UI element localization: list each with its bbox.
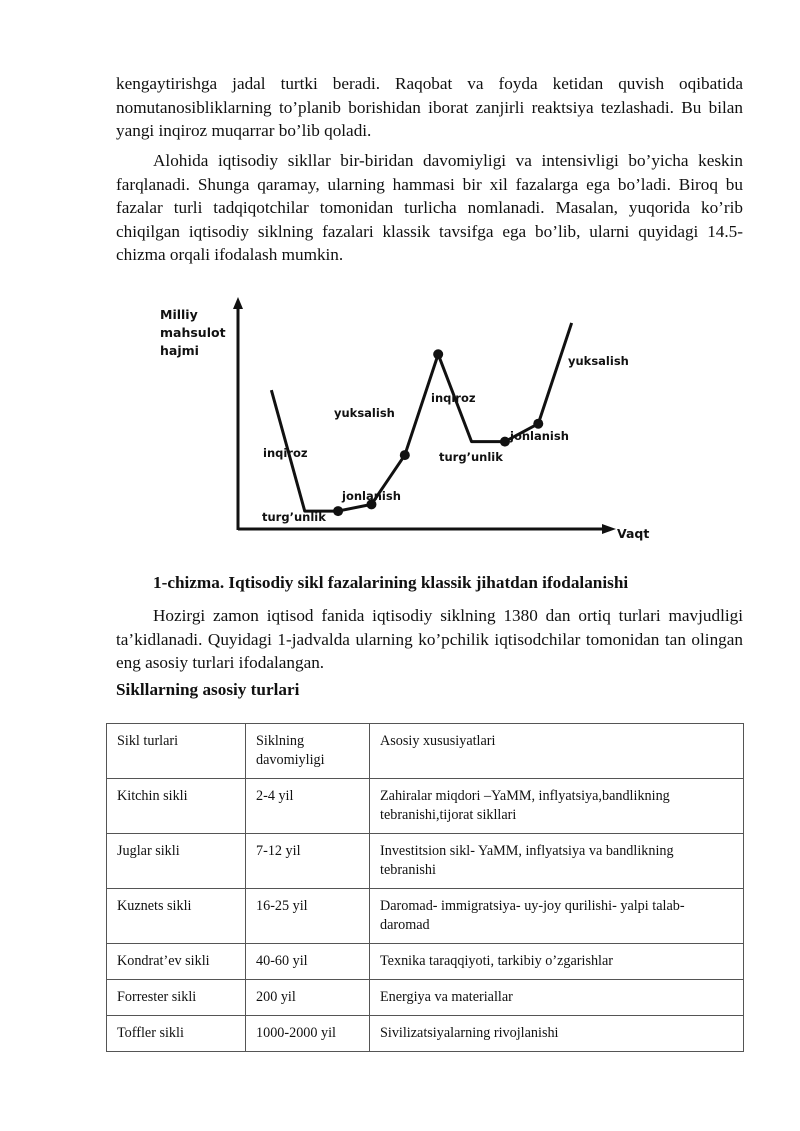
table-header-cell: Asosiy xususiyatlari — [370, 724, 744, 779]
table-cell: Zahiralar miqdori –YaMM, inflyatsiya,bandlikning tebranishi,tijorat sikllari — [370, 779, 744, 834]
figure-caption: 1-chizma. Iqtisodiy sikl fazalarining klassik jihatdan ifodalanishi — [153, 573, 629, 592]
phase-point — [533, 419, 543, 429]
business-cycle-figure — [150, 295, 670, 555]
series-layer — [271, 323, 571, 511]
table-cell: Energiya va materiallar — [370, 980, 744, 1016]
table-row — [107, 1016, 744, 1052]
paragraph-1: kengaytirishga jadal turtki beradi. Raqobat va foyda ketidan quvish oqibatida nomutanosibliklarning to’planib borishidan iborat zanjirli reaktsiya tezlashadi. Bu bilan yangi inqiroz muqarrar bo’lib qoladi. — [116, 74, 743, 140]
table-header-cell: Siklning davomiyligi — [246, 724, 370, 779]
y-axis-label-line-3: hajmi — [160, 343, 199, 358]
table-cell: Texnika taraqqiyoti, tarkibiy o’zgarishlar — [370, 944, 744, 980]
table-cell: Kuznets sikli — [107, 889, 246, 944]
phase-point — [400, 450, 410, 460]
phase-label-inqiroz-1: inqiroz — [263, 446, 308, 460]
table-row — [107, 889, 744, 944]
table-row — [107, 834, 744, 889]
table-cell: 40-60 yil — [246, 944, 370, 980]
phase-label-jonlanish-2: jonlanish — [510, 429, 569, 443]
table-row — [107, 779, 744, 834]
table-cell: 200 yil — [246, 980, 370, 1016]
table-row — [107, 944, 744, 980]
cycle-line — [271, 323, 571, 511]
phase-label-turgunlik-1: turg’unlik — [262, 510, 326, 524]
table-header-cell: Sikl turlari — [107, 724, 246, 779]
y-axis-label-line-1: Milliy — [160, 307, 198, 322]
table-cell: Toffler sikli — [107, 1016, 246, 1052]
phase-point — [333, 506, 343, 516]
cycle-chart-svg — [150, 295, 670, 555]
table-row — [107, 980, 744, 1016]
y-axis-arrow — [233, 297, 243, 309]
table-cell: Investitsion sikl- YaMM, inflyatsiya va bandlikning tebranishi — [370, 834, 744, 889]
x-axis-arrow — [602, 524, 616, 534]
table-cell: Juglar sikli — [107, 834, 246, 889]
paragraph-3: Hozirgi zamon iqtisod fanida iqtisodiy siklning 1380 dan ortiq turlari mavjudligi ta’kidlanadi. Quyidagi 1-jadvalda ularning ko’pchilik iqtisodchilar tomonidan tan olingan eng asosiy turlari ifodalangan. — [116, 606, 743, 672]
table-header-row — [107, 724, 744, 779]
phase-label-yuksalish-1: yuksalish — [334, 406, 395, 420]
table-cell: 1000-2000 yil — [246, 1016, 370, 1052]
table-title: Sikllarning asosiy turlari — [116, 680, 300, 699]
phase-label-yuksalish-2: yuksalish — [568, 354, 629, 368]
phase-label-inqiroz-2: inqiroz — [431, 391, 476, 405]
phase-label-turgunlik-2: turg’unlik — [439, 450, 503, 464]
phase-label-jonlanish-1: jonlanish — [342, 489, 401, 503]
cycles-table — [106, 723, 744, 1052]
phase-point — [500, 437, 510, 447]
table-cell: Sivilizatsiyalarning rivojlanishi — [370, 1016, 744, 1052]
paragraph-2: Alohida iqtisodiy sikllar bir-biridan davomiyligi va intensivligi bo’yicha keskin farqlanadi. Shunga qaramay, ularning hammasi bir xil fazalarga ega bo’ladi. Biroq bu fazalar turli tadqiqotchilar tomonidan turlicha nomlanadi. Masalan, yuqorida ko’rib chiqilgan iqtisodiy siklning fazalari klassik tavsifga ega bo’lib, ularni quyidagi 14.5-chizma orqali ifodalash mumkin. — [116, 151, 743, 264]
y-axis-label-line-2: mahsulot — [160, 325, 226, 340]
table-cell: 7-12 yil — [246, 834, 370, 889]
table-cell: 16-25 yil — [246, 889, 370, 944]
x-axis-label: Vaqt — [617, 526, 650, 541]
table-cell: Forrester sikli — [107, 980, 246, 1016]
table-cell: 2-4 yil — [246, 779, 370, 834]
table-cell: Kitchin sikli — [107, 779, 246, 834]
table-cell: Daromad- immigratsiya- uy-joy qurilishi- yalpi talab- daromad — [370, 889, 744, 944]
table-cell: Kondrat’ev sikli — [107, 944, 246, 980]
phase-point — [433, 349, 443, 359]
